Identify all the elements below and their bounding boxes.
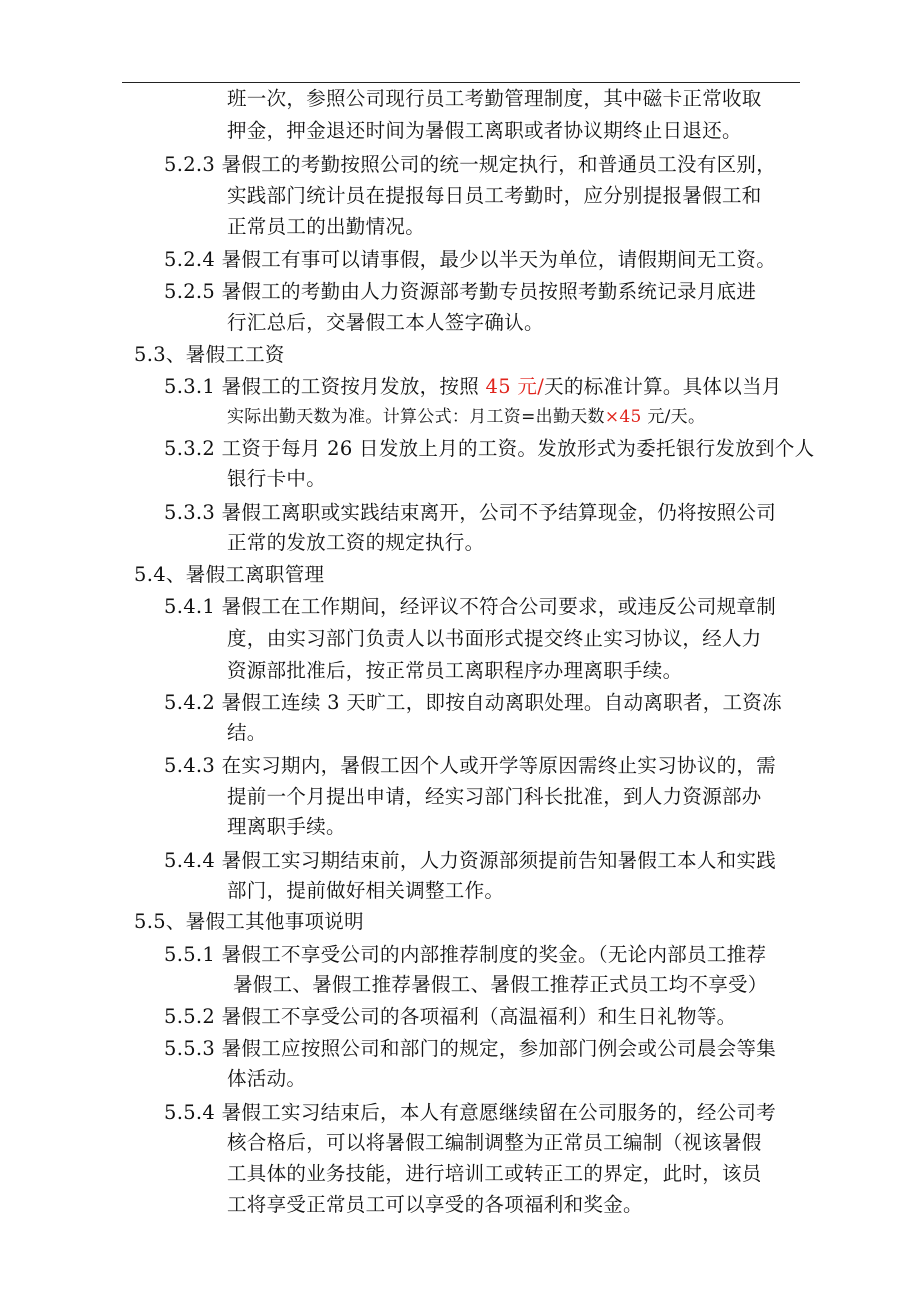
text-line: 班一次，参照公司现行员工考勤管理制度，其中磁卡正常收取 (227, 87, 762, 110)
text-line: 体活动。 (227, 1067, 307, 1090)
formula-highlight: ×45 (604, 407, 642, 427)
clause-5-5-1: 5.5.1 暑假工不享受公司的内部推荐制度的奖金。（无论内部员工推荐 (164, 943, 767, 966)
header-rule (122, 82, 800, 83)
text-line: 工将享受正常员工可以享受的各项福利和奖金。 (227, 1193, 643, 1216)
clause-5-3-1 (164, 372, 782, 402)
text-line: 理离职手续。 (227, 815, 346, 838)
text-line: 度，由实习部门负责人以书面形式提交终止实习协议，经人力 (227, 627, 762, 650)
text-line: 行汇总后，交暑假工本人签字确认。 (227, 311, 544, 334)
clause-5-4-1: 5.4.1 暑假工在工作期间，经评议不符合公司要求，或违反公司规章制 (164, 595, 777, 618)
clause-5-5-4: 5.5.4 暑假工实习结束后，本人有意愿继续留在公司服务的，经公司考 (164, 1101, 777, 1124)
formula-line (227, 402, 705, 432)
text-line: 核合格后，可以将暑假工编制调整为正常员工编制（视该暑假 (227, 1131, 762, 1154)
clause-5-3-1-text: 5.3.1 暑假工的工资按月发放，按照 (164, 375, 486, 398)
clause-5-3-3: 5.3.3 暑假工离职或实践结束离开，公司不予结算现金，仍将按照公司 (164, 501, 777, 524)
formula-unit: 元/天。 (641, 407, 706, 427)
daily-rate-highlight: 45 元/ (485, 375, 545, 398)
text-line: 正常的发放工资的规定执行。 (227, 531, 485, 554)
text-line: 部门，提前做好相关调整工作。 (227, 879, 505, 902)
clause-5-2-3: 5.2.3 暑假工的考勤按照公司的统一规定执行，和普通员工没有区别， (164, 153, 777, 176)
text-line: 正常员工的出勤情况。 (227, 215, 426, 238)
formula-text: 实际出勤天数为准。计算公式：月工资=出勤天数 (227, 407, 605, 427)
clause-5-4-4: 5.4.4 暑假工实习期结束前，人力资源部须提前告知暑假工本人和实践 (164, 849, 777, 872)
clause-5-3-1-text-tail: 天的标准计算。具体以当月 (544, 375, 782, 398)
clause-5-5-3: 5.5.3 暑假工应按照公司和部门的规定，参加部门例会或公司晨会等集 (164, 1037, 777, 1060)
text-line: 提前一个月提出申请，经实习部门科长批准，到人力资源部办 (227, 785, 762, 808)
clause-5-3-2: 5.3.2 工资于每月 26 日发放上月的工资。发放形式为委托银行发放到个人 (164, 437, 815, 460)
text-line: 实践部门统计员在提报每日员工考勤时，应分别提报暑假工和 (227, 184, 762, 207)
section-5-3-heading: 5.3、暑假工工资 (134, 343, 285, 366)
clause-5-4-3: 5.4.3 在实习期内，暑假工因个人或开学等原因需终止实习协议的，需 (164, 754, 777, 777)
clause-5-5-2: 5.5.2 暑假工不享受公司的各项福利（高温福利）和生日礼物等。 (164, 1005, 737, 1028)
text-line: 押金，押金退还时间为暑假工离职或者协议期终止日退还。 (227, 119, 742, 142)
clause-5-2-4: 5.2.4 暑假工有事可以请事假，最少以半天为单位，请假期间无工资。 (164, 248, 777, 271)
clause-5-2-5: 5.2.5 暑假工的考勤由人力资源部考勤专员按照考勤系统记录月底进 (164, 280, 757, 303)
text-line: 资源部批准后，按正常员工离职程序办理离职手续。 (227, 659, 683, 682)
text-line: 结。 (227, 721, 267, 744)
section-5-5-heading: 5.5、暑假工其他事项说明 (134, 910, 364, 933)
text-line: 银行卡中。 (227, 467, 327, 490)
clause-5-4-2: 5.4.2 暑假工连续 3 天旷工，即按自动离职处理。自动离职者，工资冻 (164, 691, 782, 714)
text-line: 工具体的业务技能，进行培训工或转正工的界定，此时，该员 (227, 1162, 762, 1185)
text-line: 暑假工、暑假工推荐暑假工、暑假工推荐正式员工均不享受） (233, 973, 768, 996)
section-5-4-heading: 5.4、暑假工离职管理 (134, 563, 325, 586)
